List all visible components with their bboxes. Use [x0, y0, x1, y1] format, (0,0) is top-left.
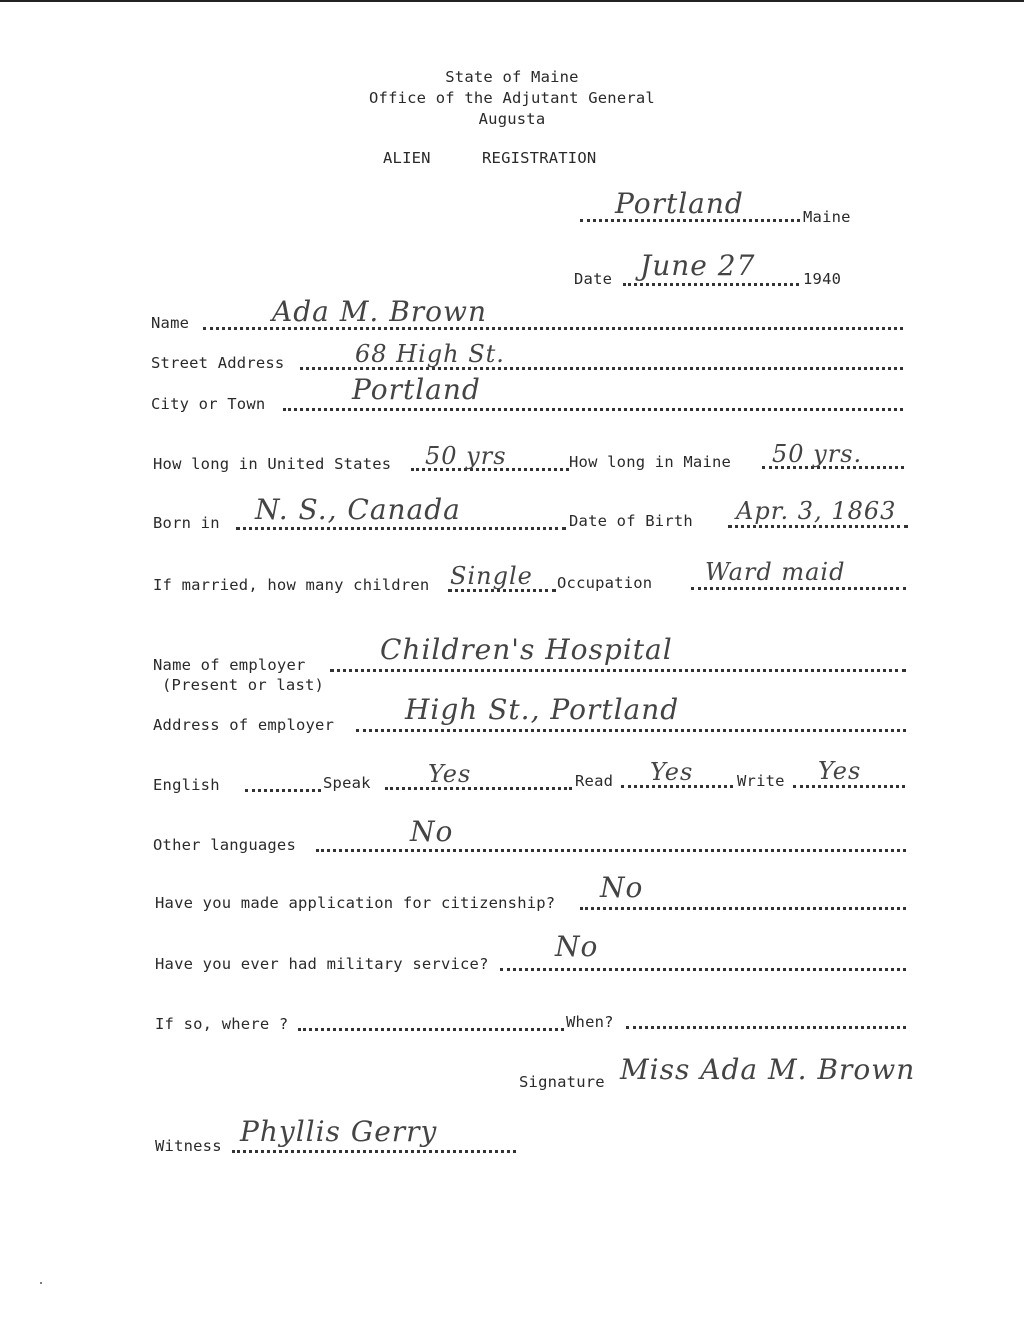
other-languages-dots — [316, 849, 906, 852]
occupation-value: Ward maid — [705, 558, 846, 586]
read-value: Yes — [650, 758, 694, 786]
when-dots — [626, 1026, 906, 1029]
employer-address-dots — [356, 729, 906, 732]
scan-speck — [40, 1282, 42, 1284]
title-alien: ALIEN — [383, 149, 431, 167]
city-label: City or Town — [151, 395, 266, 413]
occupation-label: Occupation — [557, 574, 653, 592]
header-office: Office of the Adjutant General — [369, 89, 655, 107]
born-in-label: Born in — [153, 514, 220, 532]
where-dots — [298, 1028, 564, 1031]
place-value: Portland — [615, 187, 744, 220]
speak-value: Yes — [428, 760, 472, 788]
born-in-value: N. S., Canada — [255, 493, 461, 526]
write-value: Yes — [818, 757, 862, 785]
employer-value: Children's Hospital — [380, 633, 673, 666]
date-label: Date — [574, 270, 613, 288]
read-label: Read — [575, 772, 614, 790]
military-value: No — [555, 930, 599, 963]
date-dots — [623, 283, 799, 286]
date-value: June 27 — [640, 249, 756, 282]
born-in-dots — [236, 527, 566, 530]
where-label: If so, where ? — [155, 1015, 289, 1033]
speak-label: Speak — [323, 774, 371, 792]
how-long-maine-label: How long in Maine — [569, 453, 732, 471]
how-long-maine-value: 50 yrs. — [772, 440, 863, 468]
employer-address-value: High St., Portland — [405, 693, 680, 726]
english-dots — [245, 789, 321, 792]
employer-label: Name of employer — [153, 656, 306, 674]
employer-sublabel: (Present or last) — [162, 676, 325, 694]
when-label: When? — [566, 1013, 614, 1031]
signature-value: Miss Ada M. Brown — [620, 1053, 916, 1086]
military-dots — [500, 968, 906, 971]
city-dots — [283, 408, 903, 411]
occupation-dots — [691, 587, 906, 590]
date-year: 1940 — [803, 270, 842, 288]
dob-dots — [728, 525, 908, 528]
place-suffix: Maine — [803, 208, 851, 226]
children-value: Single — [450, 562, 533, 590]
other-languages-label: Other languages — [153, 836, 296, 854]
street-value: 68 High St. — [355, 340, 505, 368]
write-label: Write — [737, 772, 785, 790]
street-label: Street Address — [151, 354, 285, 372]
how-long-us-label: How long in United States — [153, 455, 392, 473]
header-state: State of Maine — [445, 68, 579, 86]
title-registration: REGISTRATION — [482, 149, 597, 167]
employer-dots — [330, 669, 906, 672]
header-city: Augusta — [478, 110, 546, 128]
witness-dots — [232, 1150, 516, 1153]
signature-label: Signature — [519, 1073, 605, 1091]
citizenship-dots — [580, 907, 906, 910]
children-label: If married, how many children — [153, 576, 430, 594]
dob-label: Date of Birth — [569, 512, 693, 530]
witness-label: Witness — [155, 1137, 222, 1155]
english-label: English — [153, 776, 220, 794]
witness-value: Phyllis Gerry — [240, 1115, 438, 1148]
write-dots — [793, 785, 905, 788]
name-value: Ada M. Brown — [272, 295, 488, 328]
military-label: Have you ever had military service? — [155, 955, 489, 973]
speak-dots — [385, 787, 572, 790]
dob-value: Apr. 3, 1863 — [736, 497, 897, 525]
name-label: Name — [151, 314, 190, 332]
citizenship-label: Have you made application for citizenship? — [155, 894, 556, 912]
citizenship-value: No — [600, 871, 644, 904]
employer-address-label: Address of employer — [153, 716, 335, 734]
scan-edge — [0, 0, 1024, 2]
how-long-us-value: 50 yrs — [425, 442, 507, 470]
city-value: Portland — [352, 373, 481, 406]
other-languages-value: No — [410, 815, 454, 848]
